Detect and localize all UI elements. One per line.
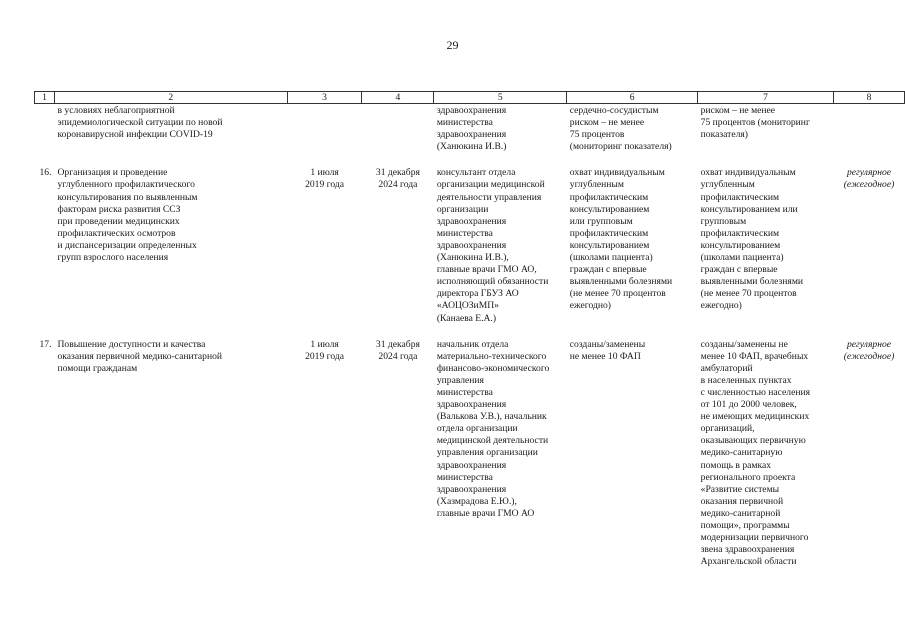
column-number: 6 — [567, 92, 698, 104]
text-line: граждан с впервые — [569, 264, 647, 276]
text-line: факторам риска развития ССЗ — [57, 203, 181, 215]
text-line: 1 июля — [310, 338, 339, 350]
text-line: министерства — [436, 227, 493, 239]
responsible-cell — [434, 167, 567, 338]
text-line: «АОЦОЗиМП» — [436, 300, 499, 312]
text-line: профилактическим — [700, 191, 780, 203]
text-line: (Хазмрадова Е.Ю.), — [436, 495, 517, 507]
text-line: министерства — [436, 386, 493, 398]
periodicity-cell — [834, 339, 905, 569]
text-line: при проведении медицинских — [57, 215, 180, 227]
text-line: начальник отдела — [436, 338, 509, 350]
end-date-cell — [362, 339, 434, 569]
text-line: 2024 года — [378, 350, 418, 362]
text-line: от 101 до 2000 человек, — [700, 399, 797, 411]
result-cell — [698, 167, 834, 338]
text-line: 31 декабря — [375, 167, 420, 179]
text-line: оказания первичной медико-санитарной — [57, 350, 223, 362]
text-line: сердечно-сосудистым — [569, 105, 659, 116]
text-line: выявленными болезнями — [569, 276, 673, 288]
text-line: (Ханюкина И.В.), — [436, 252, 509, 264]
indicator-cell — [567, 104, 698, 168]
table-row — [35, 167, 905, 338]
text-line: оказывающих первичную — [700, 435, 806, 447]
text-line: менее 10 ФАП, врачебных — [700, 350, 809, 362]
row-number: 17. — [39, 338, 52, 350]
text-line: профилактических осмотров — [57, 227, 176, 239]
text-line: (Валькова У.В.), начальник — [436, 411, 547, 423]
text-line: 75 процентов (мониторинг — [700, 117, 810, 129]
continuation-row — [35, 104, 905, 168]
text-line: (не менее 70 процентов — [569, 288, 666, 300]
text-line: здравоохранения — [436, 483, 507, 495]
text-line: управления — [436, 374, 484, 386]
start-date-cell — [287, 167, 362, 338]
table-row — [35, 339, 905, 569]
indicator-cell — [567, 167, 698, 338]
text-line: профилактическим — [569, 227, 649, 239]
text-line: 31 декабря — [375, 338, 420, 350]
activity-cell — [54, 167, 287, 338]
text-line: «Развитие системы — [700, 483, 780, 495]
text-line: 2019 года — [305, 179, 345, 191]
text-line: риском – не менее — [700, 105, 776, 116]
text-line: консультирования по выявленным — [57, 191, 198, 203]
text-line: здравоохранения — [436, 399, 507, 411]
text-line: медико-санитарной — [700, 507, 781, 519]
text-line: регулярное — [846, 167, 892, 179]
text-line: ежегодно) — [700, 300, 742, 312]
text-line: 1 июля — [310, 167, 339, 179]
text-line: в населенных пунктах — [700, 374, 792, 386]
text-line: здравоохранения — [436, 239, 507, 251]
text-line: выявленными болезнями — [700, 276, 804, 288]
text-line: профилактическим — [700, 227, 780, 239]
text-line: организации медицинской — [436, 179, 545, 191]
text-line: коронавирусной инфекции COVID-19 — [57, 129, 213, 141]
text-line: организаций, — [700, 423, 755, 435]
text-line: консультант отдела — [436, 167, 516, 179]
text-line: (ежегодное) — [843, 350, 895, 362]
text-line: оказания первичной — [700, 495, 784, 507]
text-line: регионального проекта — [700, 471, 796, 483]
text-line: звена здравоохранения — [700, 544, 795, 556]
text-line: охват индивидуальным — [569, 167, 665, 179]
text-line: деятельности управления — [436, 191, 542, 203]
text-line: здравоохранения — [436, 129, 507, 141]
text-line: министерства — [436, 471, 493, 483]
text-line: медико-санитарную — [700, 447, 783, 459]
text-line: главные врачи ГМО АО — [436, 507, 535, 519]
text-line: 2024 года — [378, 179, 418, 191]
text-line: главные врачи ГМО АО, — [436, 264, 537, 276]
text-line: консультированием — [569, 239, 650, 251]
text-line: эпидемиологической ситуации по новой — [57, 117, 223, 129]
column-number: 3 — [287, 92, 362, 104]
responsible-cell — [434, 104, 567, 168]
result-cell — [698, 104, 834, 168]
page-number: 29 — [446, 38, 459, 52]
periodicity-cell — [834, 167, 905, 338]
column-number: 4 — [362, 92, 434, 104]
text-line: управления организации — [436, 447, 538, 459]
start-date-cell — [287, 339, 362, 569]
text-line: или групповым — [569, 215, 633, 227]
text-line: помощь в рамках — [700, 459, 772, 471]
text-line: 75 процентов — [569, 129, 625, 141]
text-line: материально-технического — [436, 350, 547, 362]
text-line: консультированием — [569, 203, 650, 215]
text-line: граждан с впервые — [700, 264, 778, 276]
text-line: министерства — [436, 117, 493, 129]
text-line: модернизации первичного — [700, 532, 809, 544]
text-line: Повышение доступности и качества — [57, 338, 206, 350]
text-line: групп взрослого населения — [57, 252, 169, 264]
indicator-cell — [567, 339, 698, 569]
text-line: углубленным — [700, 179, 755, 191]
text-line: охват индивидуальным — [700, 167, 796, 179]
result-cell — [698, 339, 834, 569]
text-line: здравоохранения — [436, 105, 507, 116]
text-line: директора ГБУЗ АО — [436, 288, 519, 300]
text-line: (мониторинг показателя) — [569, 141, 672, 153]
text-line: помощи», программы — [700, 520, 790, 531]
text-line: (Канаева Е.А.) — [436, 312, 497, 324]
text-line: консультированием или — [700, 203, 798, 215]
activities-table — [34, 91, 905, 568]
text-line: (ежегодное) — [843, 179, 895, 191]
text-line: регулярное — [846, 338, 892, 350]
column-number: 7 — [698, 92, 834, 104]
text-line: (школами пациента) — [700, 252, 784, 264]
text-line: 2019 года — [305, 350, 345, 362]
activity-cell — [54, 104, 287, 168]
text-line: здравоохранения — [436, 215, 507, 227]
responsible-cell — [434, 339, 567, 569]
end-date-cell — [362, 167, 434, 338]
text-line: организации — [436, 203, 489, 215]
text-line: здравоохранения — [436, 459, 507, 471]
text-line: с численностью населения — [700, 386, 811, 398]
text-line: (Ханюкина И.В.) — [436, 141, 507, 153]
text-line: групповым — [700, 215, 747, 227]
text-line: финансово-экономического — [436, 362, 550, 374]
text-line: профилактическим — [569, 191, 649, 203]
text-line: (школами пациента) — [569, 252, 653, 264]
text-line: созданы/заменены не — [700, 338, 788, 350]
text-line: исполняющий обязанности — [436, 276, 549, 288]
column-number: 5 — [434, 92, 567, 104]
text-line: консультированием — [700, 239, 781, 251]
text-line: ежегодно) — [569, 300, 612, 312]
text-line: амбулаторий — [700, 362, 753, 374]
text-line: и диспансеризации определенных — [57, 239, 197, 251]
text-line: риском – не менее — [569, 117, 645, 129]
column-numbers-row — [35, 92, 905, 104]
text-line: в условиях неблагоприятной — [57, 105, 175, 116]
column-number: 1 — [35, 92, 55, 104]
text-line: Архангельской области — [700, 556, 797, 568]
text-line: медицинской деятельности — [436, 435, 549, 447]
column-number: 8 — [834, 92, 905, 104]
text-line: углубленным — [569, 179, 624, 191]
row-number: 16. — [39, 167, 52, 179]
text-line: отдела организации — [436, 423, 518, 435]
text-line: созданы/заменены — [569, 338, 646, 350]
text-line: помощи гражданам — [57, 362, 138, 374]
text-line: (не менее 70 процентов — [700, 288, 797, 300]
text-line: углубленного профилактического — [57, 179, 195, 191]
activity-cell — [54, 339, 287, 569]
text-line: не менее 10 ФАП — [569, 350, 641, 362]
column-number: 2 — [54, 92, 287, 104]
text-line: показателя) — [700, 129, 748, 141]
text-line: Организация и проведение — [57, 167, 168, 179]
text-line: не имеющих медицинских — [700, 411, 810, 423]
